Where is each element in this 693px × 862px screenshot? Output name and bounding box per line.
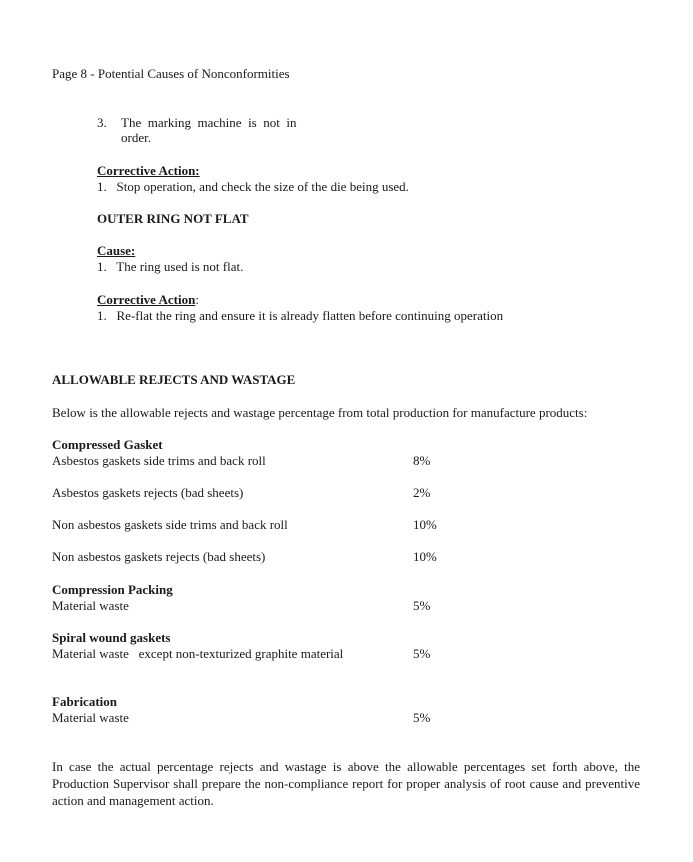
allowable-heading: ALLOWABLE REJECTS AND WASTAGE xyxy=(52,372,296,387)
outer-ring-heading: OUTER RING NOT FLAT xyxy=(97,211,249,226)
cause-item: 1. The ring used is not flat. xyxy=(97,259,244,274)
corrective-action-item-2: 1. Re-flat the ring and ensure it is already flatten before continuing operation xyxy=(97,308,504,323)
cause-heading: Cause: xyxy=(97,243,136,258)
corrective-action-item: 1. Stop operation, and check the size of the die being used. xyxy=(97,179,409,194)
corrective-heading-text: Corrective Action xyxy=(97,292,196,307)
closing-paragraph: In case the actual percentage rejects and wastage is above the allowable percentages set forth above, the Production Supervisor shall prepare the non-compliance report for proper analysis of root cause and preventive action and management action. xyxy=(52,759,640,808)
fabrication-label: Material waste xyxy=(52,710,129,725)
compressed-gasket-title: Compressed Gasket xyxy=(52,437,163,452)
compression-packing-title: Compression Packing xyxy=(52,582,173,597)
cause-item-text: The marking machine is not in xyxy=(121,115,297,130)
compression-packing-value: 5% xyxy=(413,598,431,613)
cause-item-number: 3. xyxy=(97,115,107,130)
table-row-label: Asbestos gaskets rejects (bad sheets) xyxy=(52,485,244,500)
corrective-heading-colon: : xyxy=(195,292,199,307)
cause-item-text-cont: order. xyxy=(121,130,151,145)
table-row-value: 2% xyxy=(413,485,431,500)
table-row-value: 10% xyxy=(413,517,437,532)
compression-packing-label: Material waste xyxy=(52,598,129,613)
table-row-label: Non asbestos gaskets rejects (bad sheets) xyxy=(52,549,266,564)
spiral-wound-label: Material waste except non-texturized graphite material xyxy=(52,646,344,661)
table-row-label: Non asbestos gaskets side trims and back roll xyxy=(52,517,288,532)
table-row-label: Asbestos gaskets side trims and back roll xyxy=(52,453,266,468)
spiral-wound-value: 5% xyxy=(413,646,431,661)
page-title: Page 8 - Potential Causes of Nonconformities xyxy=(52,66,290,81)
table-row-value: 8% xyxy=(413,453,431,468)
table-row-value: 10% xyxy=(413,549,437,564)
corrective-action-heading-2 xyxy=(97,292,199,308)
spiral-wound-title: Spiral wound gaskets xyxy=(52,630,171,645)
fabrication-title: Fabrication xyxy=(52,694,117,709)
allowable-intro: Below is the allowable rejects and wastage percentage from total production for manufacture products: xyxy=(52,405,588,420)
corrective-action-heading: Corrective Action: xyxy=(97,163,200,178)
fabrication-value: 5% xyxy=(413,710,431,725)
